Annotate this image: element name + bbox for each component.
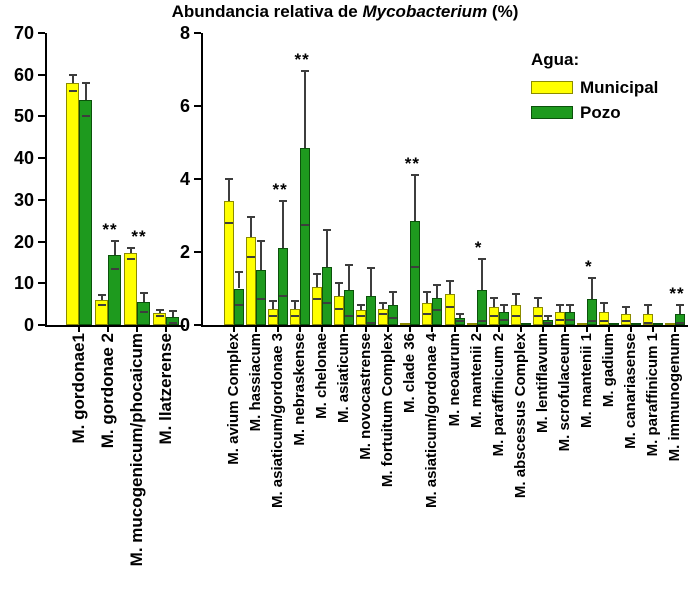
error-bar-cap-top <box>225 178 233 180</box>
y-tick-label-left: 40 <box>13 148 34 169</box>
error-bar-cap-top <box>98 294 106 296</box>
significance-marker: ** <box>294 50 310 70</box>
error-bar-cap-top <box>269 300 277 302</box>
bar-municipal <box>577 323 587 325</box>
error-bar-cap-top <box>313 273 321 275</box>
significance-marker: * <box>584 256 593 276</box>
error-bar-cap-top <box>82 82 90 84</box>
error-bar-cap-bottom <box>235 304 243 306</box>
bar-pozo <box>609 323 619 325</box>
error-bar-cap-bottom <box>111 268 119 270</box>
bar-municipal <box>400 323 410 325</box>
category-label-right: M. fortuitum Complex <box>379 333 397 488</box>
error-bar-cap-bottom <box>279 295 287 297</box>
error-bar-cap-top <box>556 304 564 306</box>
error-bar-cap-bottom <box>269 315 277 317</box>
y-tick-label-left: 30 <box>13 189 34 210</box>
error-bar-cap-bottom <box>313 298 321 300</box>
y-tick-label-right: 4 <box>179 169 190 189</box>
category-label-right: M. abscessus Complex <box>511 333 529 499</box>
y-tick-right <box>194 251 201 253</box>
error-bar-cap-bottom <box>335 308 343 310</box>
x-tick-right <box>630 327 632 332</box>
category-label-right: M. avium Complex <box>225 333 242 465</box>
error-bar-cap-top <box>600 302 608 304</box>
chart-title-prefix: Abundancia relativa de <box>171 2 363 21</box>
y-tick-left <box>38 74 45 76</box>
bar-pozo <box>388 305 398 325</box>
error-bar-cap-bottom <box>512 315 520 317</box>
error-bar-line <box>143 293 145 303</box>
error-bar-cap-bottom <box>98 304 106 306</box>
category-label-left: M. gordonae 2 <box>98 333 117 449</box>
significance-marker: ** <box>131 226 147 246</box>
bar-municipal <box>246 237 256 325</box>
x-tick-right <box>255 327 257 332</box>
error-bar-line <box>282 201 284 248</box>
significance-marker: ** <box>102 220 118 240</box>
chart-title-suffix: (%) <box>487 2 519 21</box>
bar-municipal <box>224 201 234 325</box>
error-bar-cap-top <box>478 258 486 260</box>
error-bar-line <box>647 305 649 314</box>
error-bar-cap-top <box>156 309 164 311</box>
error-bar-line <box>559 305 561 312</box>
error-bar-line <box>260 241 262 270</box>
error-bar-cap-bottom <box>676 322 684 324</box>
error-bar-line <box>515 294 517 305</box>
bar-pozo <box>653 323 663 325</box>
error-bar-line <box>348 265 350 291</box>
category-label-right: M. neoaurum <box>445 333 463 427</box>
error-bar-line <box>370 268 372 295</box>
error-bar-cap-top <box>644 304 652 306</box>
error-bar-cap-top <box>534 297 542 299</box>
bar-municipal <box>124 253 137 325</box>
error-bar-cap-bottom <box>500 319 508 321</box>
error-bar-cap-bottom <box>433 309 441 311</box>
category-label-right: M. hassiacum <box>247 333 265 432</box>
bar-pozo <box>410 221 420 325</box>
error-bar-line <box>85 83 87 100</box>
x-tick-right <box>233 327 235 332</box>
error-bar-cap-bottom <box>588 320 596 322</box>
bar-pozo <box>108 255 121 325</box>
error-bar-line <box>591 278 593 300</box>
x-tick-right <box>652 327 654 332</box>
error-bar-cap-bottom <box>411 266 419 268</box>
error-bar-cap-top <box>291 300 299 302</box>
bar-pozo <box>278 248 288 325</box>
error-bar-line <box>238 272 240 288</box>
error-bar-line <box>679 305 681 314</box>
significance-marker: ** <box>404 154 420 174</box>
error-bar-cap-bottom <box>644 322 652 324</box>
y-tick-label-left: 70 <box>13 23 34 43</box>
y-tick-left <box>38 157 45 159</box>
error-bar-cap-top <box>345 264 353 266</box>
y-tick-left <box>38 324 45 326</box>
error-bar-cap-top <box>323 229 331 231</box>
error-bar-line <box>569 305 571 312</box>
x-tick-right <box>365 327 367 332</box>
y-tick-right <box>194 32 201 34</box>
y-tick-label-left: 50 <box>13 106 34 127</box>
bar-pozo <box>234 289 244 326</box>
error-bar-cap-top <box>588 277 596 279</box>
significance-marker: ** <box>272 179 288 199</box>
x-tick-right <box>542 327 544 332</box>
category-label-right: M. novocastrense <box>357 333 375 460</box>
y-tick-left <box>38 199 45 201</box>
category-label-left: M. gordonae1 <box>69 333 88 444</box>
category-label-right: M. immunogenum <box>666 333 683 462</box>
error-bar-line <box>114 241 116 255</box>
error-bar-cap-bottom <box>456 320 464 322</box>
bar-pozo <box>322 267 332 325</box>
error-bar-cap-bottom <box>490 315 498 317</box>
x-tick-left <box>136 327 138 332</box>
error-bar-line <box>304 71 306 148</box>
category-label-right: M. mantenii 1 <box>577 333 595 429</box>
error-bar-line <box>625 307 627 314</box>
error-bar-line <box>537 298 539 307</box>
error-bar-cap-bottom <box>225 222 233 224</box>
error-bar-cap-top <box>367 267 375 269</box>
error-bar-cap-bottom <box>82 115 90 117</box>
error-bar-cap-bottom <box>345 315 353 317</box>
x-tick-left <box>78 327 80 332</box>
bar-pozo <box>344 290 354 325</box>
error-bar-cap-top <box>456 313 464 315</box>
legend-title: Agua: <box>531 50 580 69</box>
bar-municipal <box>66 83 79 325</box>
y-tick-label-right: 0 <box>179 315 190 335</box>
bar-municipal <box>356 310 366 325</box>
error-bar-cap-top <box>235 271 243 273</box>
significance-marker: * <box>474 238 483 258</box>
error-bar-cap-bottom <box>389 317 397 319</box>
error-bar-cap-bottom <box>423 313 431 315</box>
error-bar-cap-top <box>389 291 397 293</box>
y-tick-right <box>194 178 201 180</box>
error-bar-cap-bottom <box>127 258 135 260</box>
y-tick-label-left: 60 <box>13 64 34 85</box>
error-bar-line <box>72 75 74 83</box>
error-bar-cap-bottom <box>323 302 331 304</box>
error-bar-cap-bottom <box>544 322 552 324</box>
error-bar-cap-top <box>335 282 343 284</box>
error-bar-cap-top <box>257 240 265 242</box>
x-tick-right <box>299 327 301 332</box>
error-bar-cap-top <box>411 174 419 176</box>
x-tick-right <box>498 327 500 332</box>
error-bar-cap-top <box>566 304 574 306</box>
error-bar-cap-top <box>622 306 630 308</box>
error-bar-line <box>449 281 451 294</box>
category-label-right: M. mantenii 2 <box>467 333 485 429</box>
error-bar-cap-bottom <box>357 315 365 317</box>
y-tick-left <box>38 32 45 34</box>
y-tick-right <box>194 105 201 107</box>
y-tick-label-right: 8 <box>179 23 190 43</box>
x-tick-right <box>674 327 676 332</box>
error-bar-cap-bottom <box>257 298 265 300</box>
x-tick-right <box>277 327 279 332</box>
error-bar-cap-top <box>279 200 287 202</box>
x-tick-right <box>520 327 522 332</box>
error-bar-line <box>481 259 483 290</box>
x-tick-right <box>343 327 345 332</box>
error-bar-line <box>326 230 328 267</box>
error-bar-cap-top <box>500 304 508 306</box>
bar-pozo <box>300 148 310 325</box>
category-label-left: M. mucogenicum/phocaicum <box>127 333 146 567</box>
error-bar-line <box>436 285 438 298</box>
error-bar-cap-bottom <box>140 311 148 313</box>
category-label-right: M. asiaticum <box>335 333 353 424</box>
error-bar-cap-top <box>433 284 441 286</box>
x-tick-right <box>586 327 588 332</box>
error-bar-cap-bottom <box>291 315 299 317</box>
error-bar-cap-top <box>423 291 431 293</box>
category-label-right: M. paraffinicum 2 <box>489 333 507 457</box>
error-bar-cap-top <box>544 315 552 317</box>
error-bar-line <box>250 217 252 237</box>
error-bar-cap-top <box>446 280 454 282</box>
error-bar-cap-bottom <box>478 320 486 322</box>
x-tick-right <box>409 327 411 332</box>
error-bar-cap-top <box>490 297 498 299</box>
bar-municipal <box>467 323 477 325</box>
error-bar-cap-top <box>247 216 255 218</box>
error-bar-cap-bottom <box>446 306 454 308</box>
error-bar-cap-bottom <box>69 90 77 92</box>
error-bar-cap-bottom <box>301 224 309 226</box>
x-tick-right <box>564 327 566 332</box>
category-label-left: M. llatzerense <box>156 333 175 445</box>
x-tick-left <box>107 327 109 332</box>
bar-municipal <box>445 294 455 325</box>
significance-marker: ** <box>669 283 685 303</box>
error-bar-cap-bottom <box>247 256 255 258</box>
error-bar-line <box>316 274 318 287</box>
bar-pozo <box>631 323 641 325</box>
x-tick-right <box>454 327 456 332</box>
error-bar-cap-bottom <box>566 319 574 321</box>
y-tick-label-right: 2 <box>179 242 190 262</box>
bar-pozo <box>366 296 376 325</box>
y-tick-left <box>38 115 45 117</box>
error-bar-cap-bottom <box>534 315 542 317</box>
y-tick-label-right: 6 <box>179 96 190 116</box>
error-bar-line <box>272 301 274 308</box>
x-tick-right <box>321 327 323 332</box>
bar-pozo <box>79 100 92 325</box>
error-bar-line <box>603 303 605 312</box>
error-bar-line <box>414 175 416 221</box>
error-bar-cap-top <box>512 293 520 295</box>
category-label-right: M. asiaticum/gordonae 3 <box>269 333 287 509</box>
error-bar-cap-top <box>379 302 387 304</box>
category-label-right: M. clade 36 <box>401 333 419 414</box>
bar-pozo <box>137 302 150 325</box>
error-bar-cap-top <box>357 304 365 306</box>
bar-municipal <box>599 312 609 325</box>
error-bar-line <box>228 179 230 201</box>
error-bar-line <box>503 305 505 312</box>
error-bar-cap-bottom <box>379 313 387 315</box>
error-bar-cap-bottom <box>556 319 564 321</box>
category-label-right: M. lentiflavum <box>533 333 551 434</box>
bar-pozo <box>521 323 531 325</box>
category-label-right: M. scrofulaceum <box>555 333 573 452</box>
bar-municipal <box>334 296 344 325</box>
error-bar-cap-top <box>69 74 77 76</box>
y-tick-right <box>194 324 201 326</box>
bar-municipal <box>665 323 675 325</box>
error-bar-line <box>426 292 428 303</box>
chart-title <box>0 2 690 22</box>
error-bar-cap-top <box>127 247 135 249</box>
error-bar-cap-top <box>301 70 309 72</box>
bar-municipal <box>312 287 322 325</box>
y-tick-left <box>38 241 45 243</box>
y-tick-label-left: 10 <box>13 273 34 294</box>
y-tick-left <box>38 282 45 284</box>
legend-label-municipal: Municipal <box>580 78 659 97</box>
category-label-right: M. paraffinicum 1 <box>643 333 661 457</box>
y-tick-label-left: 0 <box>23 315 34 335</box>
chart-title-genus: Mycobacterium <box>362 2 488 21</box>
legend-label-pozo: Pozo <box>580 103 621 122</box>
x-tick-right <box>431 327 433 332</box>
error-bar-cap-bottom <box>622 320 630 322</box>
error-bar-cap-top <box>676 304 684 306</box>
x-tick-right <box>387 327 389 332</box>
error-bar-line <box>493 298 495 307</box>
category-label-right: M. nebraskense <box>291 333 309 446</box>
x-tick-right <box>608 327 610 332</box>
error-bar-line <box>338 283 340 296</box>
error-bar-line <box>294 301 296 308</box>
error-bar-cap-bottom <box>367 322 375 324</box>
category-label-right: M. asiaticum/gordonae 4 <box>423 333 441 509</box>
x-tick-right <box>476 327 478 332</box>
error-bar-cap-top <box>169 310 177 312</box>
error-bar-line <box>392 292 394 305</box>
category-label-right: M. chelonae <box>313 333 331 419</box>
bar-municipal <box>378 309 388 325</box>
category-label-right: M. canariasense <box>621 333 639 449</box>
category-label-right: M. gadium <box>599 333 617 408</box>
y-tick-label-left: 20 <box>13 231 34 252</box>
error-bar-cap-bottom <box>600 320 608 322</box>
error-bar-cap-top <box>140 292 148 294</box>
